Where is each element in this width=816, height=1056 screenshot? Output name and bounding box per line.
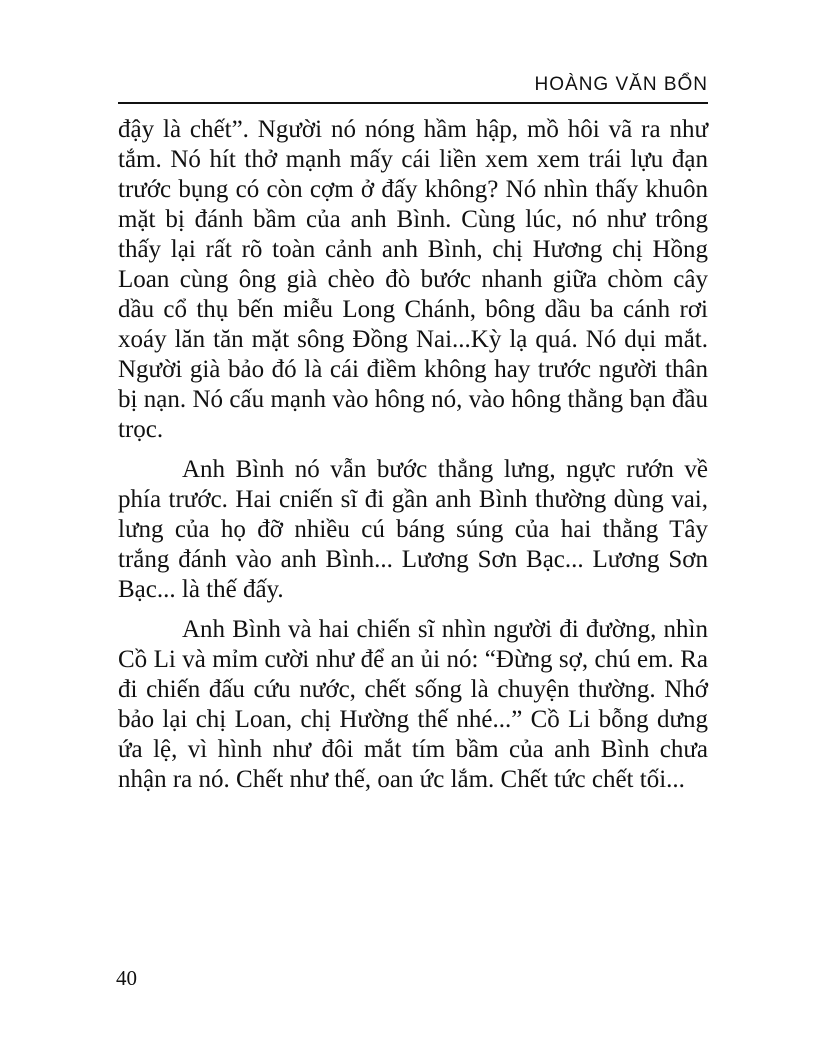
running-head-author: HOÀNG VĂN BỔN [534, 74, 708, 95]
page-number: 40 [116, 966, 137, 990]
paragraph-anh-binh-nhin: Anh Bình và hai chiến sĩ nhìn người đi đường, nhìn Cồ Li và mỉm cười như để an ủi nó: “Đừng sợ, chú em. Ra đi chiến đấu cứu nước, chết sống là chuyện thường. Nhớ bảo lại chị Loan, chị Hường thế nhé...” Cồ Li bỗng dưng ứa lệ, vì hình như đôi mắt tím bầm của anh Bình chưa nhận ra nó. Chết như thế, oan ức lắm. Chết tức chết tối... [118, 616, 708, 793]
paragraph-anh-binh-buoc: Anh Bình nó vẫn bước thẳng lưng, ngực rướn về phía trước. Hai cniến sĩ đi gần anh Bình thường dùng vai, lưng của họ đỡ nhiều cú báng súng của hai thằng Tây trắng đánh vào anh Bình... Lương Sơn Bạc... Lương Sơn Bạc... là thế đấy. [118, 456, 708, 603]
page-body [118, 115, 708, 795]
paragraph-continued: đậy là chết”. Người nó nóng hầm hập, mồ hôi vã ra như tắm. Nó hít thở mạnh mấy cái liền xem xem trái lựu đạn trước bụng có còn cợm ở đấy không? Nó nhìn thấy khuôn mặt bị đánh bầm của anh Bình. Cùng lúc, nó như trông thấy lại rất rõ toàn cảnh anh Bình, chị Hương chị Hồng Loan cùng ông già chèo đò bước nhanh giữa chòm cây dầu cổ thụ bến miễu Long Chánh, bông dầu ba cánh rơi xoáy lăn tăn mặt sông Đồng Nai...Kỳ lạ quá. Nó dụi mắt. Người già bảo đó là cái điềm không hay trước người thân bị nạn. Nó cấu mạnh vào hông nó, vào hông thằng bạn đầu trọc. [118, 116, 708, 443]
header-rule [118, 102, 708, 104]
